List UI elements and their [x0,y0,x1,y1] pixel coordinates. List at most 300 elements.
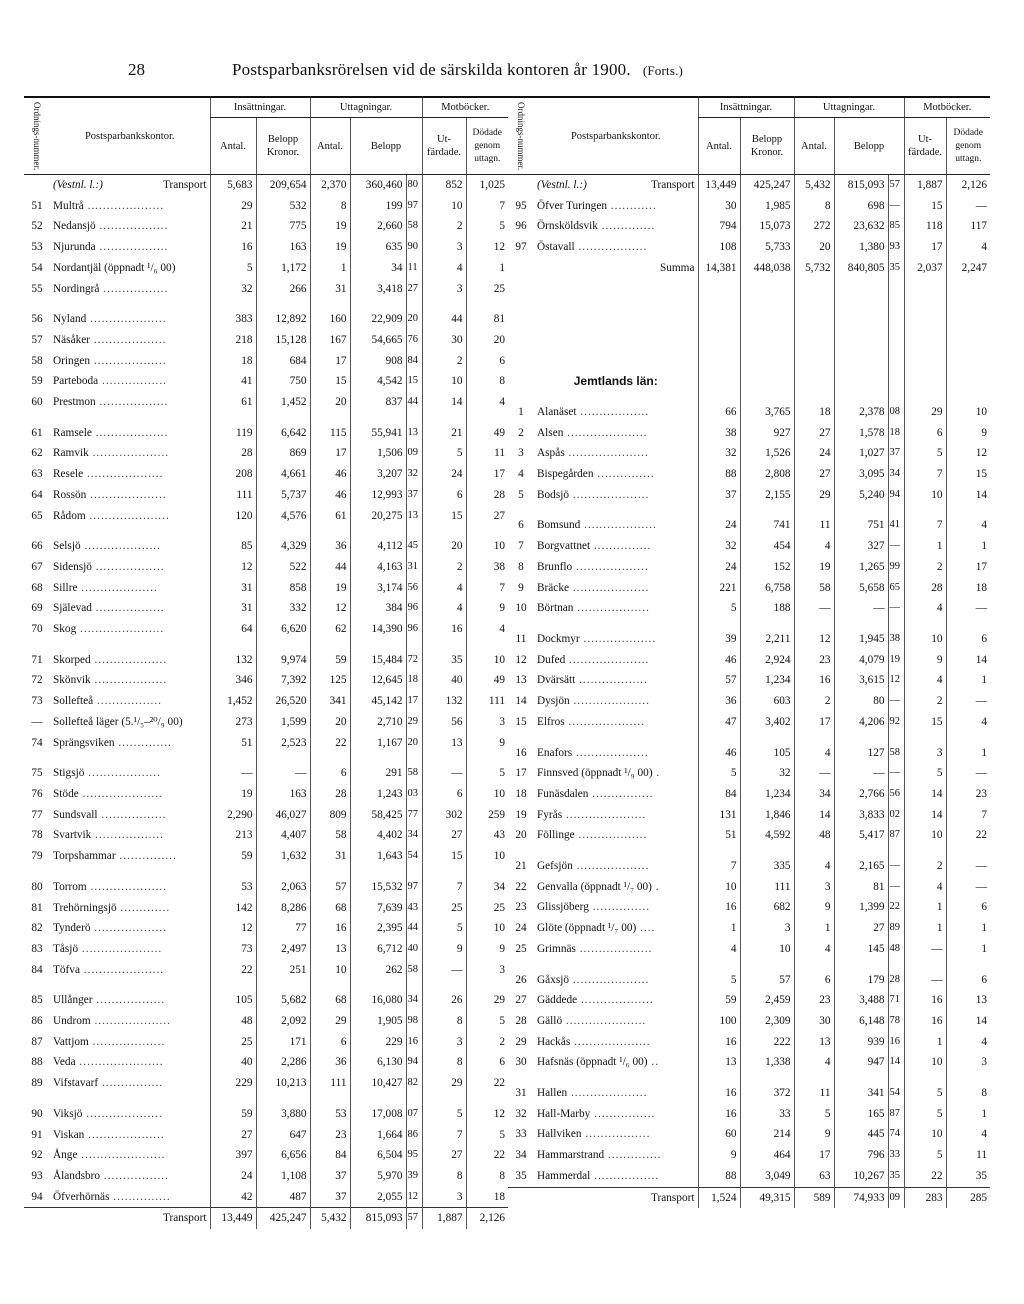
gap-cell [508,733,534,743]
motbocker-dodade-cell: 81 [466,309,508,330]
gap-cell [466,1094,508,1104]
motbocker-dodade-cell: 1 [946,939,990,960]
motbocker-utfardade-cell: — [422,960,466,981]
gap-cell [946,846,990,856]
office-name [534,557,698,578]
row-number: 51 [31,199,43,212]
blank-cell [698,330,740,351]
bottom-transport-row [508,1187,990,1208]
uttagningar-kronor-cell: 1,265 [834,557,888,578]
uttagningar-ore-cell: — [888,691,904,712]
uttagningar-kronor-cell: 22,909 [350,309,406,330]
row-number: 89 [31,1077,43,1090]
insattningar-belopp-cell: 5,733 [740,237,794,258]
uttagningar-antal-cell: 11 [794,1083,834,1104]
motbocker-utfardade-cell: 4 [904,877,946,898]
insattningar-antal-cell: 22 [210,960,256,981]
insattningar-antal-cell: 31 [210,598,256,619]
motbocker-dodade-cell: 4 [466,619,508,640]
motbocker-utfardade-cell: 44 [422,309,466,330]
uttagningar-antal-cell: 341 [310,691,350,712]
uttagningar-ore-cell: 58 [406,763,422,784]
dot-leader: ................... [573,602,650,615]
insattningar-antal-cell: 25 [210,1032,256,1053]
motbocker-dodade-cell: 285 [946,1187,990,1208]
gap-cell [834,733,888,743]
office-name [534,515,698,536]
row-number: 78 [31,829,43,842]
motbocker-utfardade-cell: 8 [422,1011,466,1032]
blank-cell [834,289,888,310]
table-row [24,1011,508,1032]
uttagningar-antal-cell: 23 [794,990,834,1011]
motbocker-dodade-cell: 6 [946,970,990,991]
uttagningar-antal-cell: 2 [794,691,834,712]
motbocker-utfardade-cell: 3 [422,1187,466,1208]
insattningar-antal-cell: 27 [210,1125,256,1146]
blank-cell [888,289,904,310]
left-table [24,96,508,1229]
row-number-empty [24,175,50,196]
antal-header: Antal. [698,118,740,175]
insattningar-belopp-cell: 454 [740,536,794,557]
office-name-text: Dockmyr [537,633,580,645]
uttagningar-kronor-cell: 15,484 [350,650,406,671]
insattningar-belopp-cell: 2,211 [740,629,794,650]
office-name [534,763,698,784]
gap-cell [50,980,210,990]
gap-cell [904,392,946,402]
motbocker-utfardade-cell: 27 [422,825,466,846]
blank-cell [698,309,740,330]
office-name [50,237,210,258]
uttagningar-ore-cell: 37 [888,443,904,464]
row-number: 31 [515,1087,527,1100]
bottom-transport-row-label [50,1208,210,1229]
title-suffix: (Forts.) [642,63,684,78]
row-number: 33 [515,1128,527,1141]
table-row [508,536,990,557]
insattningar-antal-cell: 53 [210,877,256,898]
gap-cell [256,980,310,990]
office-name [534,1052,698,1073]
motbocker-dodade-cell: — [946,196,990,217]
insattningar-belopp-cell: 464 [740,1145,794,1166]
insattningar-antal-cell: 29 [210,196,256,217]
gap-cell [310,1094,350,1104]
uttagningar-ore-cell: 54 [888,1083,904,1104]
table-row [24,371,508,392]
gap-cell [350,980,406,990]
insattningar-belopp-cell: 4,576 [256,506,310,527]
insattningar-belopp-cell: 3,402 [740,712,794,733]
office-name [50,960,210,981]
uttagningar-antal-cell: 4 [794,743,834,764]
blank-row [508,330,990,351]
gap-cell [256,299,310,309]
uttagningar-kronor-cell: 1,380 [834,237,888,258]
insattningar-belopp-cell: 2,523 [256,733,310,754]
row-number: 94 [31,1190,43,1203]
table-row [24,464,508,485]
motbocker-dodade-cell: 18 [946,578,990,599]
blank-cell [888,330,904,351]
dot-leader: . [652,767,661,780]
office-name [50,485,210,506]
office-name [534,237,698,258]
dot-leader: ................. [581,1128,651,1141]
uttagningar-antal-cell: 22 [310,733,350,754]
office-name-text: Bodsjö [537,488,570,501]
table-row [508,1104,990,1125]
uttagningar-kronor-cell: 80 [834,691,888,712]
insattningar-antal-cell: 32 [210,279,256,300]
uttagningar-ore-cell: 33 [888,1145,904,1166]
dot-leader: .................... [83,199,165,212]
insattningar-belopp-cell: 3 [740,918,794,939]
gap-cell [406,640,422,650]
uttagningar-ore-cell: 94 [406,1052,422,1073]
insattningar-header: Insättningar. [210,97,310,118]
uttagningar-ore-cell: 99 [888,557,904,578]
group-gap [508,392,990,402]
blank-cell [534,330,698,351]
gap-cell [698,505,740,515]
row-label: (Vestnl. l.:) [53,179,103,191]
blank-cell [888,309,904,330]
gap-cell [740,846,794,856]
insattningar-belopp-cell: 684 [256,351,310,372]
motbocker-dodade-cell: 2,126 [946,175,990,196]
motbocker-utfardade-cell: 5 [422,918,466,939]
dot-leader: ...................... [77,1149,166,1162]
uttagningar-ore-cell: 71 [888,990,904,1011]
gap-cell [50,413,210,423]
right-table [508,96,990,1208]
insattningar-antal-cell: 208 [210,464,256,485]
uttagningar-kronor-cell: 15,532 [350,877,406,898]
office-name-text: Nyland [53,313,87,326]
uttagningar-antal-cell: 63 [794,1166,834,1187]
uttagningar-ore-cell: 19 [888,650,904,671]
table-row [24,237,508,258]
dot-leader: .................. [574,829,648,842]
row-number: 93 [31,1169,43,1182]
motbocker-dodade-cell: 1 [946,743,990,764]
insattningar-belopp-cell: 111 [740,877,794,898]
motbocker-utfardade-cell: 4 [422,578,466,599]
office-name-text: Tåsjö [53,942,79,955]
motbocker-utfardade-cell: 132 [422,691,466,712]
gap-cell [888,960,904,970]
gap-cell [50,867,210,877]
blank-cell [888,351,904,372]
insattningar-belopp-cell: 4,407 [256,825,310,846]
motbocker-dodade-cell: 9 [466,598,508,619]
office-name [50,464,210,485]
gap-cell [508,279,534,289]
blank-cell [534,309,698,330]
uttagningar-kronor-cell: 327 [834,536,888,557]
uttagningar-antal-cell: 36 [310,1052,350,1073]
gap-cell [794,279,834,289]
row-number: 87 [31,1035,43,1048]
dot-leader: ..................... [562,1014,647,1027]
insattningar-belopp-cell: 266 [256,279,310,300]
office-name-text: Torpshammar [53,850,116,863]
office-name-text: Trehörningsjö [53,901,117,914]
gap-cell [946,392,990,402]
motbocker-utfardade-cell: 852 [422,175,466,196]
insattningar-antal-cell: 5 [210,258,256,279]
row-number: 77 [31,808,43,821]
gap-cell [834,279,888,289]
office-name-text: Ramvik [53,447,89,460]
uttagningar-kronor-cell: 2,660 [350,216,406,237]
motbocker-utfardade-cell: 15 [422,506,466,527]
motbocker-utfardade-cell: 22 [904,1166,946,1187]
office-name-text: Sollefteå läger (5.¹/₅–²⁰/₉ 00) [53,715,183,728]
insattningar-antal-cell: 794 [698,216,740,237]
insattningar-antal-cell: 18 [210,351,256,372]
motbocker-dodade-cell: 8 [946,1083,990,1104]
table-row [508,629,990,650]
row-number: 79 [31,850,43,863]
gap-cell [406,413,422,423]
uttagningar-kronor-cell: 81 [834,877,888,898]
office-name-text: Resele [53,468,84,481]
uttagningar-kronor-cell: 2,710 [350,712,406,733]
office-name-text: Öfver Turingen [537,199,607,212]
gap-cell [466,299,508,309]
table-row [24,1187,508,1208]
motbocker-utfardade-cell: 40 [422,670,466,691]
belopp-kronor-header: Belopp Kronor. [256,118,310,175]
uttagningar-antal-cell: 61 [310,506,350,527]
uttagningar-antal-cell: 17 [794,1145,834,1166]
insattningar-antal-cell: 85 [210,536,256,557]
uttagningar-kronor-cell: 384 [350,598,406,619]
insattningar-antal-cell: 13,449 [698,175,740,196]
row-number: 85 [31,994,43,1007]
dot-leader: .................. [91,602,165,615]
office-name [534,1145,698,1166]
insattningar-belopp-cell: 33 [740,1104,794,1125]
gap-cell [888,505,904,515]
uttagningar-kronor-cell: 635 [350,237,406,258]
table-row [508,825,990,846]
office-name [50,1052,210,1073]
uttagningar-antal-cell: 46 [310,464,350,485]
dot-leader: ................. [93,695,162,708]
motbocker-utfardade-cell: — [904,939,946,960]
insattningar-belopp-cell: 522 [256,557,310,578]
row-word: Transport [650,179,695,191]
insattningar-belopp-cell: 15,073 [740,216,794,237]
dot-leader: .................... [567,1087,648,1100]
uttagningar-ore-cell: 96 [406,619,422,640]
office-name [50,557,210,578]
motbocker-dodade-cell: 10 [946,402,990,423]
motbocker-utfardade-cell: 15 [422,846,466,867]
insattningar-belopp-cell: 425,247 [256,1208,310,1229]
uttagningar-antal-cell: 6 [310,1032,350,1053]
table-row [24,670,508,691]
gap-cell [508,619,534,629]
uttagningar-antal-cell: 59 [310,650,350,671]
gap-cell [888,619,904,629]
uttagningar-kronor-cell: 5,240 [834,485,888,506]
dot-leader: ..................... [563,426,648,439]
office-name-text: Näsåker [53,333,91,346]
gap-cell [466,640,508,650]
insattningar-antal-cell: 59 [698,990,740,1011]
gap-cell [698,960,740,970]
insattningar-belopp-cell: 2,092 [256,1011,310,1032]
insattningar-antal-cell: 131 [698,805,740,826]
motbocker-utfardade-cell: 28 [904,578,946,599]
uttagningar-kronor-cell: 179 [834,970,888,991]
uttagningar-antal-cell: 125 [310,670,350,691]
uttagningar-antal-cell: 4 [794,856,834,877]
insattningar-belopp-cell: 9,974 [256,650,310,671]
gap-cell [210,867,256,877]
table-row [24,557,508,578]
blank-cell [508,330,534,351]
gap-cell [466,526,508,536]
insattningar-antal-cell: 21 [210,216,256,237]
uttagningar-kronor-cell: 1,664 [350,1125,406,1146]
gap-cell [904,505,946,515]
motbocker-utfardade-cell: 10 [422,196,466,217]
uttagningar-antal-cell: 23 [794,650,834,671]
uttagningar-kronor-cell: 4,163 [350,557,406,578]
table-row [24,918,508,939]
table-row [24,784,508,805]
uttagningar-antal-cell: 36 [310,536,350,557]
table-row [24,1032,508,1053]
insattningar-antal-cell: 213 [210,825,256,846]
gap-cell [350,299,406,309]
uttagningar-kronor-cell: 947 [834,1052,888,1073]
table-row [508,763,990,784]
motbocker-dodade-cell: 27 [466,506,508,527]
uttagningar-ore-cell: 44 [406,918,422,939]
insattningar-belopp-cell: 1,985 [740,196,794,217]
motbocker-dodade-cell: 7 [466,578,508,599]
insattningar-belopp-cell: 3,880 [256,1104,310,1125]
uttagningar-antal-cell: — [794,763,834,784]
motbocker-dodade-cell: 10 [466,536,508,557]
insattningar-antal-cell: 28 [210,443,256,464]
motbocker-utfardade-cell: 9 [904,650,946,671]
row-number-empty [508,175,534,196]
office-name-text: Nordingrå [53,282,100,295]
insattningar-antal-cell: — [210,763,256,784]
gap-cell [422,413,466,423]
motbocker-dodade-cell: 17 [466,464,508,485]
insattningar-belopp-cell: 15,128 [256,330,310,351]
motbocker-utfardade-cell: 15 [904,712,946,733]
uttagningar-antal-cell: 1 [794,918,834,939]
insattningar-antal-cell: 5 [698,970,740,991]
uttagningar-antal-cell: 37 [310,1166,350,1187]
motbocker-utfardade-cell: 5 [904,1083,946,1104]
uttagningar-ore-cell: 84 [406,351,422,372]
gap-cell [422,299,466,309]
insattningar-antal-cell: 36 [698,691,740,712]
insattningar-antal-cell: 100 [698,1011,740,1032]
uttagningar-kronor-cell: 127 [834,743,888,764]
motbocker-dodade-cell: 5 [466,1125,508,1146]
motbocker-utfardade-cell: 25 [422,898,466,919]
uttagningar-ore-cell: 44 [406,392,422,413]
motbocker-dodade-cell: 25 [466,898,508,919]
motbocker-utfardade-cell: 30 [422,330,466,351]
utfardade-header: Ut-färdade. [904,118,946,175]
uttagningar-kronor-cell: 751 [834,515,888,536]
insattningar-belopp-cell: 222 [740,1032,794,1053]
office-name [534,196,698,217]
uttagningar-antal-cell: 5,432 [794,175,834,196]
transport-row-label [534,175,698,196]
office-name [534,918,698,939]
insattningar-antal-cell: 119 [210,423,256,444]
insattningar-antal-cell: 73 [210,939,256,960]
insattningar-antal-cell: 31 [210,578,256,599]
uttagningar-kronor-cell: 2,165 [834,856,888,877]
gap-cell [210,753,256,763]
row-number: 8 [518,560,524,573]
uttagningar-ore-cell: 13 [406,506,422,527]
motbocker-dodade-cell: 43 [466,825,508,846]
row-number: 16 [515,746,527,759]
group-gap [24,980,508,990]
insattningar-antal-cell: 7 [698,856,740,877]
office-name [50,990,210,1011]
uttagningar-antal-cell: 272 [794,216,834,237]
motbocker-utfardade-cell: 1 [904,918,946,939]
bottom-transport-row [24,1208,508,1229]
dot-leader: .................. [91,829,164,842]
gap-cell [50,526,210,536]
motbocker-utfardade-cell: 2 [904,557,946,578]
blank-row [508,289,990,310]
uttagningar-ore-cell: 41 [888,515,904,536]
office-name-text: Enafors [537,746,573,759]
uttagningar-kronor-cell: 16,080 [350,990,406,1011]
table-row [508,712,990,733]
uttagningar-ore-cell: 11 [406,258,422,279]
row-number: 18 [515,787,527,800]
row-number: 71 [31,653,43,666]
insattningar-belopp-cell: 1,846 [740,805,794,826]
uttagningar-antal-cell: 31 [310,279,350,300]
insattningar-antal-cell: 229 [210,1073,256,1094]
insattningar-antal-cell: 46 [698,650,740,671]
table-row [24,1145,508,1166]
insattningar-antal-cell: 38 [698,423,740,444]
row-number: 96 [515,220,527,233]
office-name [50,216,210,237]
gap-cell [904,279,946,289]
gap-cell [888,733,904,743]
row-number: — [31,715,43,728]
uttagningar-ore-cell: 93 [888,237,904,258]
dot-leader: ..................... [565,653,650,666]
uttagningar-ore-cell: 08 [888,402,904,423]
insattningar-antal-cell: 66 [698,402,740,423]
